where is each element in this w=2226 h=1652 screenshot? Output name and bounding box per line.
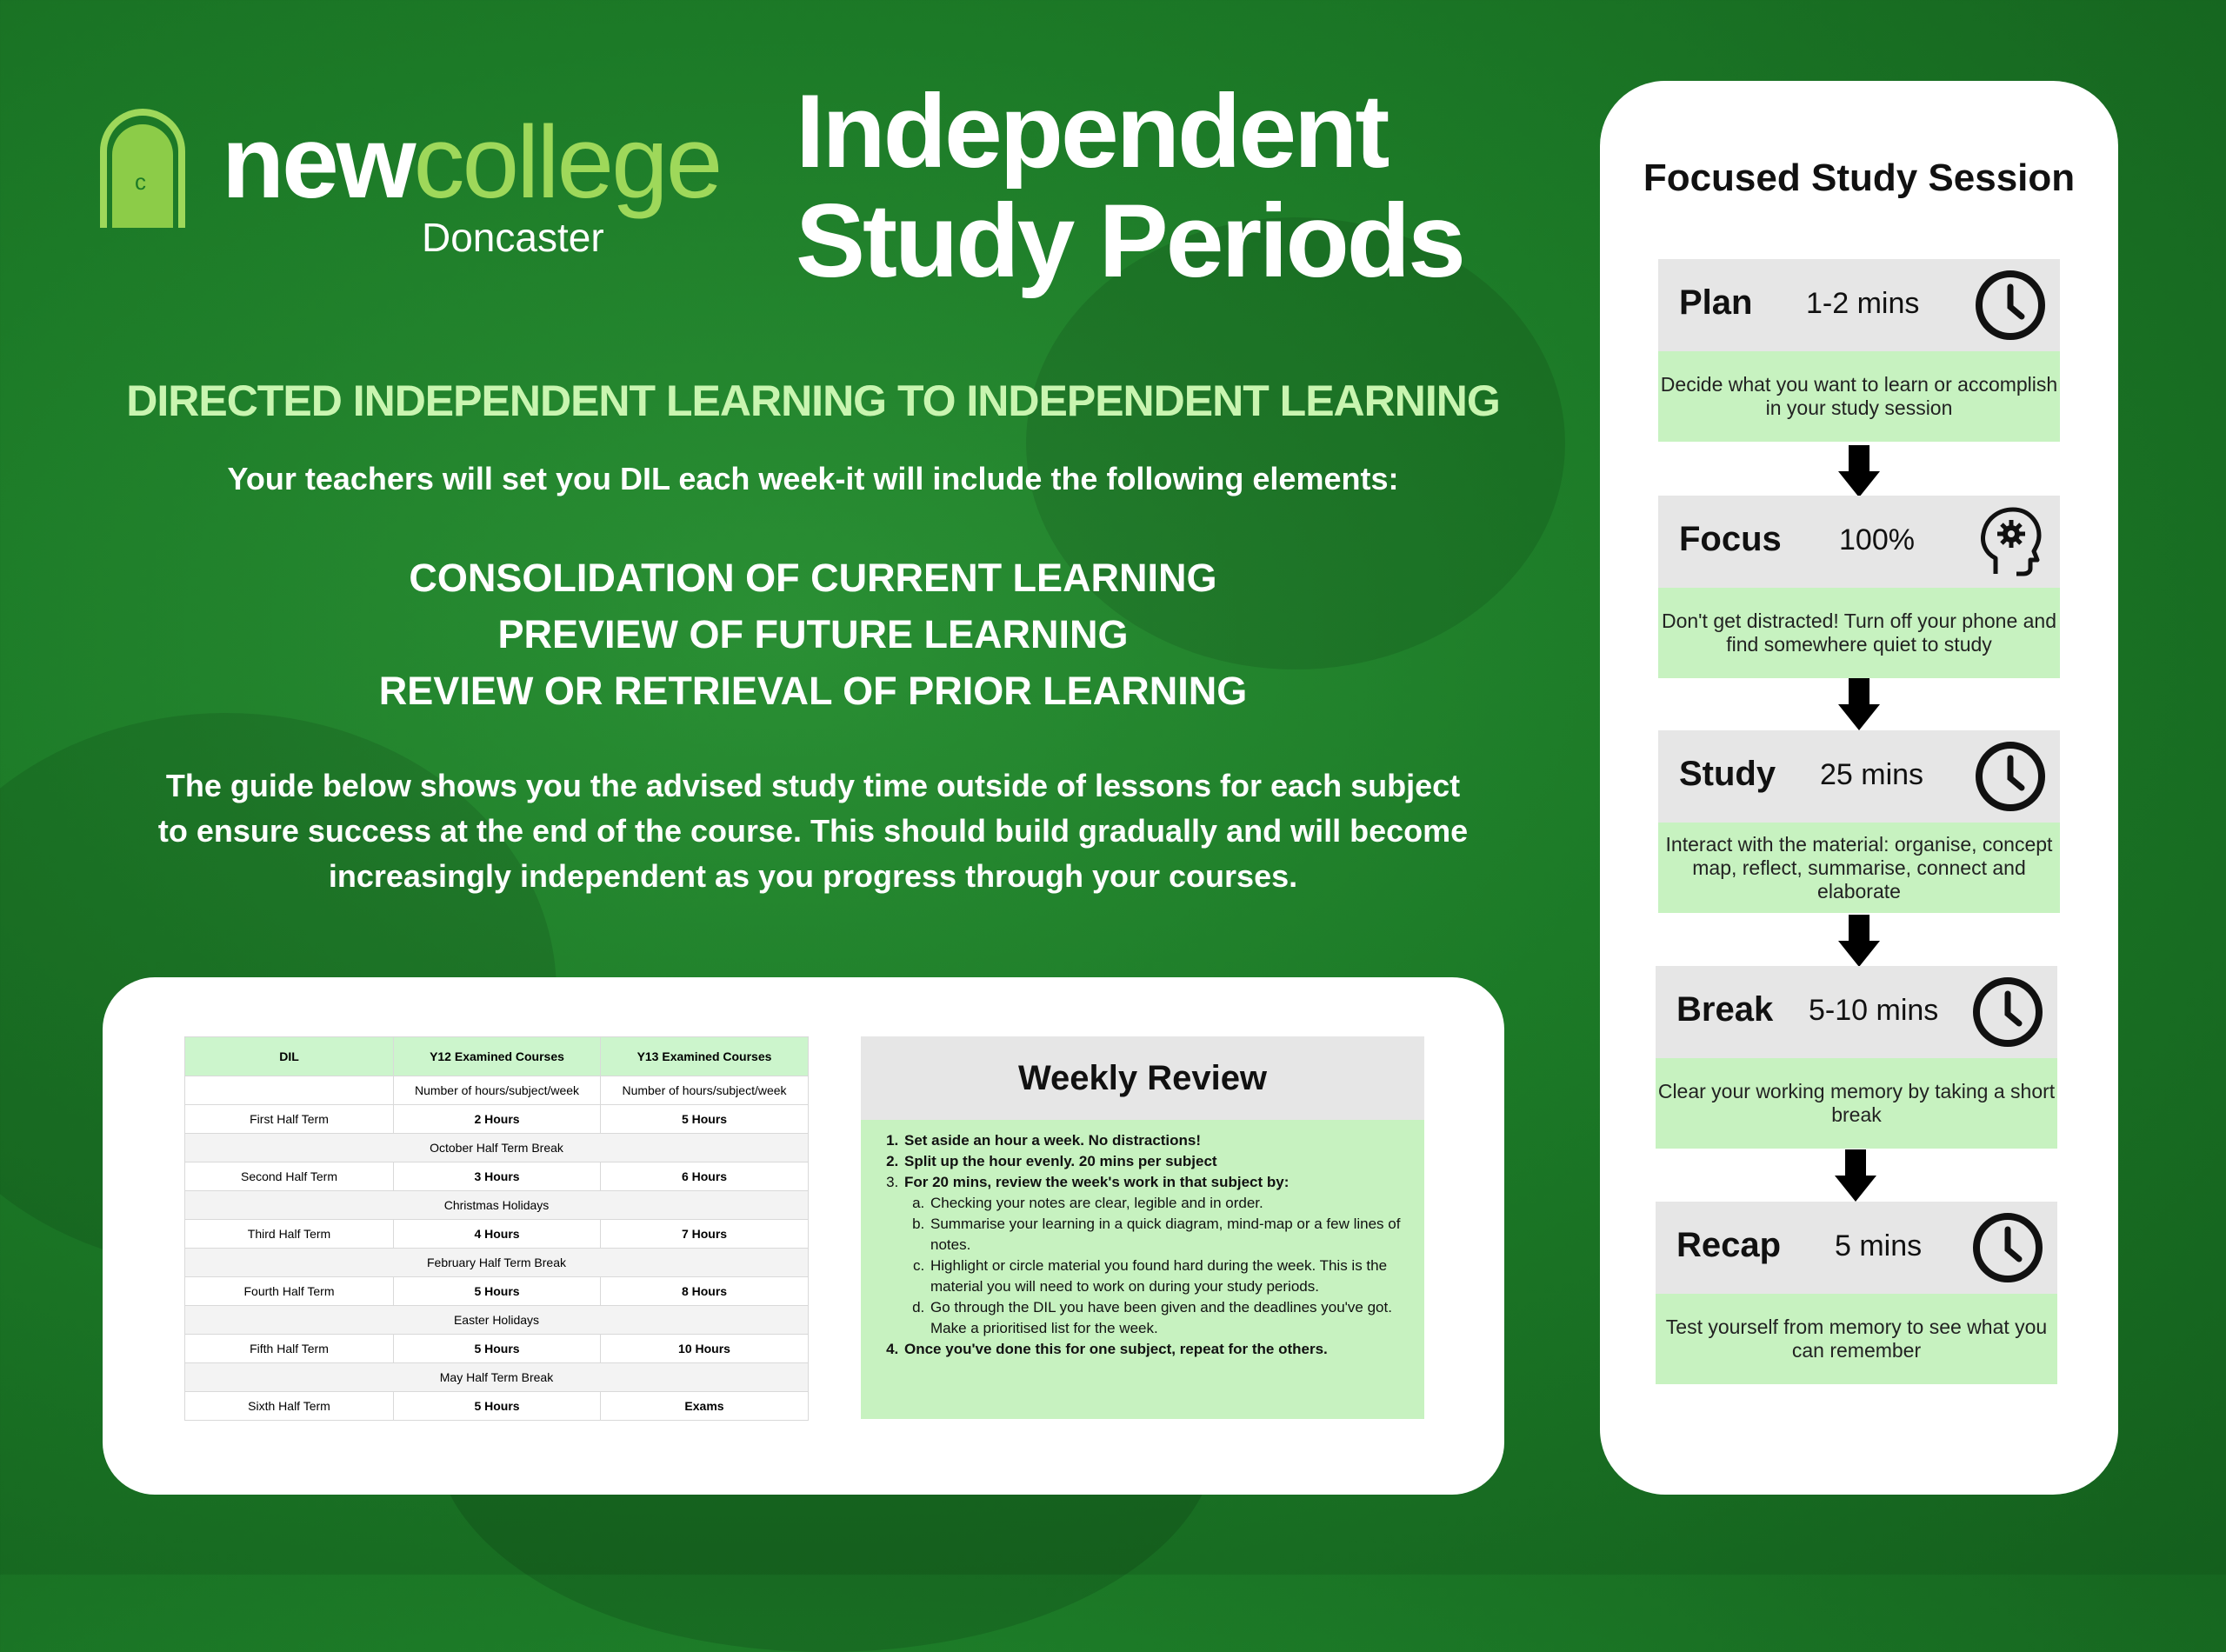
table-row [185,1392,809,1421]
table-header-row [185,1037,809,1076]
guide-text [100,763,1526,899]
table-row [185,1277,809,1306]
arrow-down-icon [1838,915,1880,967]
step-plan-desc: Decide what you want to learn or accomplish in your study session [1658,351,2060,442]
table-break-row [185,1134,809,1162]
term-label: Third Half Term [185,1220,394,1249]
svg-text:c: c [135,169,146,195]
step-name: Focus [1679,520,1782,558]
step-name: Plan [1679,283,1753,322]
logo-college: college [413,105,721,220]
review-step [903,1172,1424,1339]
y12-hours: 5 Hours [394,1335,601,1363]
break-label: February Half Term Break [185,1249,809,1277]
review-substep: a. Checking your notes are clear, legible and in order. [929,1193,1424,1214]
table-cell: Number of hours/subject/week [394,1076,601,1105]
break-label: Christmas Holidays [185,1191,809,1220]
break-label: Easter Holidays [185,1306,809,1335]
dil-element: CONSOLIDATION OF CURRENT LEARNING [409,556,1217,600]
door-arch-icon [100,106,185,228]
step-recap-header [1656,1202,2057,1294]
y13-hours: Exams [601,1392,809,1421]
clock-icon [1970,975,2045,1049]
table-row [185,1162,809,1191]
brain-gear-icon [1973,504,2048,579]
logo-location: Doncaster [422,215,604,260]
step-name: Recap [1676,1226,1782,1264]
table-break-row [185,1191,809,1220]
arrow-down-icon [1835,1149,1876,1202]
title-line-1: Independent [796,73,1388,190]
table-row [185,1335,809,1363]
table-header: DIL [185,1037,394,1076]
review-step-text: For 20 mins, review the week's work in that subject by: [904,1174,1290,1190]
break-label: October Half Term Break [185,1134,809,1162]
step-name: Study [1679,755,1776,793]
step-time: 5-10 mins [1809,994,1939,1027]
dil-hours-table [184,1036,809,1421]
y12-hours: 4 Hours [394,1220,601,1249]
table-row [185,1105,809,1134]
review-substep: c. Highlight or circle material you found hard during the week. This is the material you will need to work on during your study periods. [929,1256,1424,1297]
guide-line: to ensure success at the end of the course. This should build gradually and will become [157,813,1469,849]
table-header: Y12 Examined Courses [394,1037,601,1076]
y13-hours: 8 Hours [601,1277,809,1306]
term-label: Fourth Half Term [185,1277,394,1306]
step-break-desc: Clear your working memory by taking a short break [1656,1058,2057,1149]
y13-hours: 6 Hours [601,1162,809,1191]
weekly-review-steps [861,1130,1424,1360]
step-time: 100% [1839,523,1915,556]
title-line-2: Study Periods [796,183,1463,299]
arrow-down-icon [1838,445,1880,497]
y12-hours: 3 Hours [394,1162,601,1191]
step-focus-header [1658,496,2060,588]
step-study-header [1658,730,2060,823]
dil-element: PREVIEW OF FUTURE LEARNING [497,612,1129,656]
subheading: DIRECTED INDEPENDENT LEARNING TO INDEPENDENT LEARNING [126,376,1500,425]
table-break-row [185,1306,809,1335]
step-name: Break [1676,990,1774,1029]
break-label: May Half Term Break [185,1363,809,1392]
y13-hours: 5 Hours [601,1105,809,1134]
teachers-intro: Your teachers will set you DIL each week-it will include the following elements: [227,461,1399,496]
review-step: 1. Set aside an hour a week. No distractions! [903,1130,1424,1151]
logo-new: new [222,105,414,220]
guide-line: increasingly independent as you progress through your courses. [328,858,1298,894]
weekly-review-box [861,1036,1424,1419]
review-step: 2. Split up the hour evenly. 20 mins per subject [903,1151,1424,1172]
review-substeps [904,1193,1424,1339]
clock-icon [1973,268,2048,343]
term-label: Second Half Term [185,1162,394,1191]
review-step: 4. Once you've done this for one subject, repeat for the others. [903,1339,1424,1360]
dil-elements [0,550,1626,719]
step-time: 5 mins [1835,1229,1923,1262]
step-time: 25 mins [1820,758,1924,791]
focused-session-title: Focused Study Session [1643,157,2076,199]
y12-hours: 5 Hours [394,1392,601,1421]
table-row [185,1220,809,1249]
step-plan-header [1658,259,2060,351]
term-label: First Half Term [185,1105,394,1134]
y13-hours: 7 Hours [601,1220,809,1249]
review-substep: d. Go through the DIL you have been given and the deadlines you've got. Make a prioritised list for the week. [929,1297,1424,1339]
step-focus-desc: Don't get distracted! Turn off your phone and find somewhere quiet to study [1658,588,2060,678]
table-cell [185,1076,394,1105]
guide-line: The guide below shows you the advised study time outside of lessons for each subject [165,768,1461,803]
dil-element: REVIEW OR RETRIEVAL OF PRIOR LEARNING [378,669,1248,713]
clock-icon [1970,1210,2045,1285]
step-study-desc: Interact with the material: organise, concept map, reflect, summarise, connect and elaborate [1658,823,2060,913]
table-break-row [185,1363,809,1392]
step-break-header [1656,966,2057,1058]
clock-icon [1973,739,2048,814]
review-substep: b. Summarise your learning in a quick diagram, mind-map or a few lines of notes. [929,1214,1424,1256]
table-header: Y13 Examined Courses [601,1037,809,1076]
step-recap-desc: Test yourself from memory to see what you can remember [1656,1294,2057,1384]
weekly-review-title: Weekly Review [861,1036,1424,1120]
table-break-row [185,1249,809,1277]
y13-hours: 10 Hours [601,1335,809,1363]
arrow-down-icon [1838,678,1880,730]
term-label: Sixth Half Term [185,1392,394,1421]
term-label: Fifth Half Term [185,1335,394,1363]
college-logo [100,103,743,268]
logo-wordmark [222,105,721,220]
table-cell: Number of hours/subject/week [601,1076,809,1105]
y12-hours: 5 Hours [394,1277,601,1306]
table-subheader-row [185,1076,809,1105]
step-time: 1-2 mins [1806,287,1920,320]
y12-hours: 2 Hours [394,1105,601,1134]
page-title [796,73,1463,299]
